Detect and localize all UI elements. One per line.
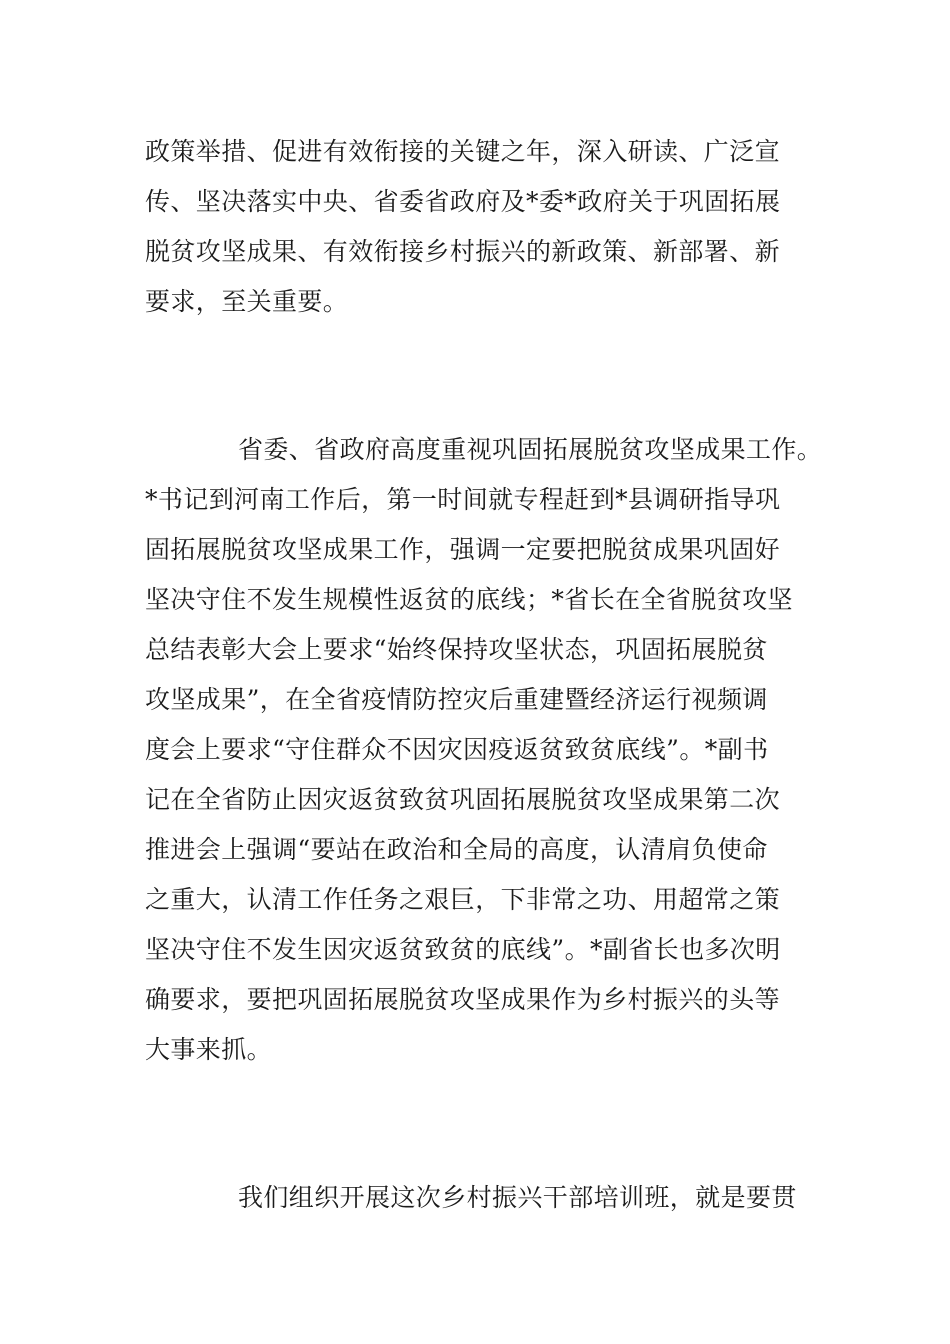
paragraph-line: *书记到河南工作后，第一时间就专程赶到*县调研指导巩 [145,485,781,514]
paragraph-line: 记在全省防止因灾返贫致贫巩固拓展脱贫攻坚成果第二次 [145,785,781,814]
paragraph-line: 攻坚成果”，在全省疫情防控灾后重建暨经济运行视频调 [145,685,768,714]
paragraph-line: 确要求，要把巩固拓展脱贫攻坚成果作为乡村振兴的头等 [145,985,781,1014]
paragraph-line: 我们组织开展这次乡村振兴干部培训班，就是要贯 [238,1183,797,1212]
paragraph-line: 脱贫攻坚成果、有效衔接乡村振兴的新政策、新部署、新 [145,237,781,266]
paragraph-line: 之重大，认清工作任务之艰巨，下非常之功、用超常之策 [145,885,781,914]
paragraph-line: 政策举措、促进有效衔接的关键之年，深入研读、广泛宣 [145,137,781,166]
paragraph-line: 坚决守住不发生因灾返贫致贫的底线”。*副省长也多次明 [145,935,781,964]
paragraph-line: 坚决守住不发生规模性返贫的底线；*省长在全省脱贫攻坚 [145,585,793,614]
paragraph-line: 推进会上强调“要站在政治和全局的高度，认清肩负使命 [145,835,768,864]
paragraph-line: 总结表彰大会上要求“始终保持攻坚状态，巩固拓展脱贫 [145,635,768,664]
paragraph-line: 传、坚决落实中央、省委省政府及*委*政府关于巩固拓展 [145,187,781,216]
paragraph-line: 省委、省政府高度重视巩固拓展脱贫攻坚成果工作。 [238,435,823,464]
paragraph-line: 大事来抓。 [145,1035,273,1064]
paragraph-line: 度会上要求“守住群众不因灾因疫返贫致贫底线”。*副书 [145,735,769,764]
paragraph-line: 固拓展脱贫攻坚成果工作，强调一定要把脱贫成果巩固好 [145,535,781,564]
paragraph-line: 要求，至关重要。 [145,287,349,316]
